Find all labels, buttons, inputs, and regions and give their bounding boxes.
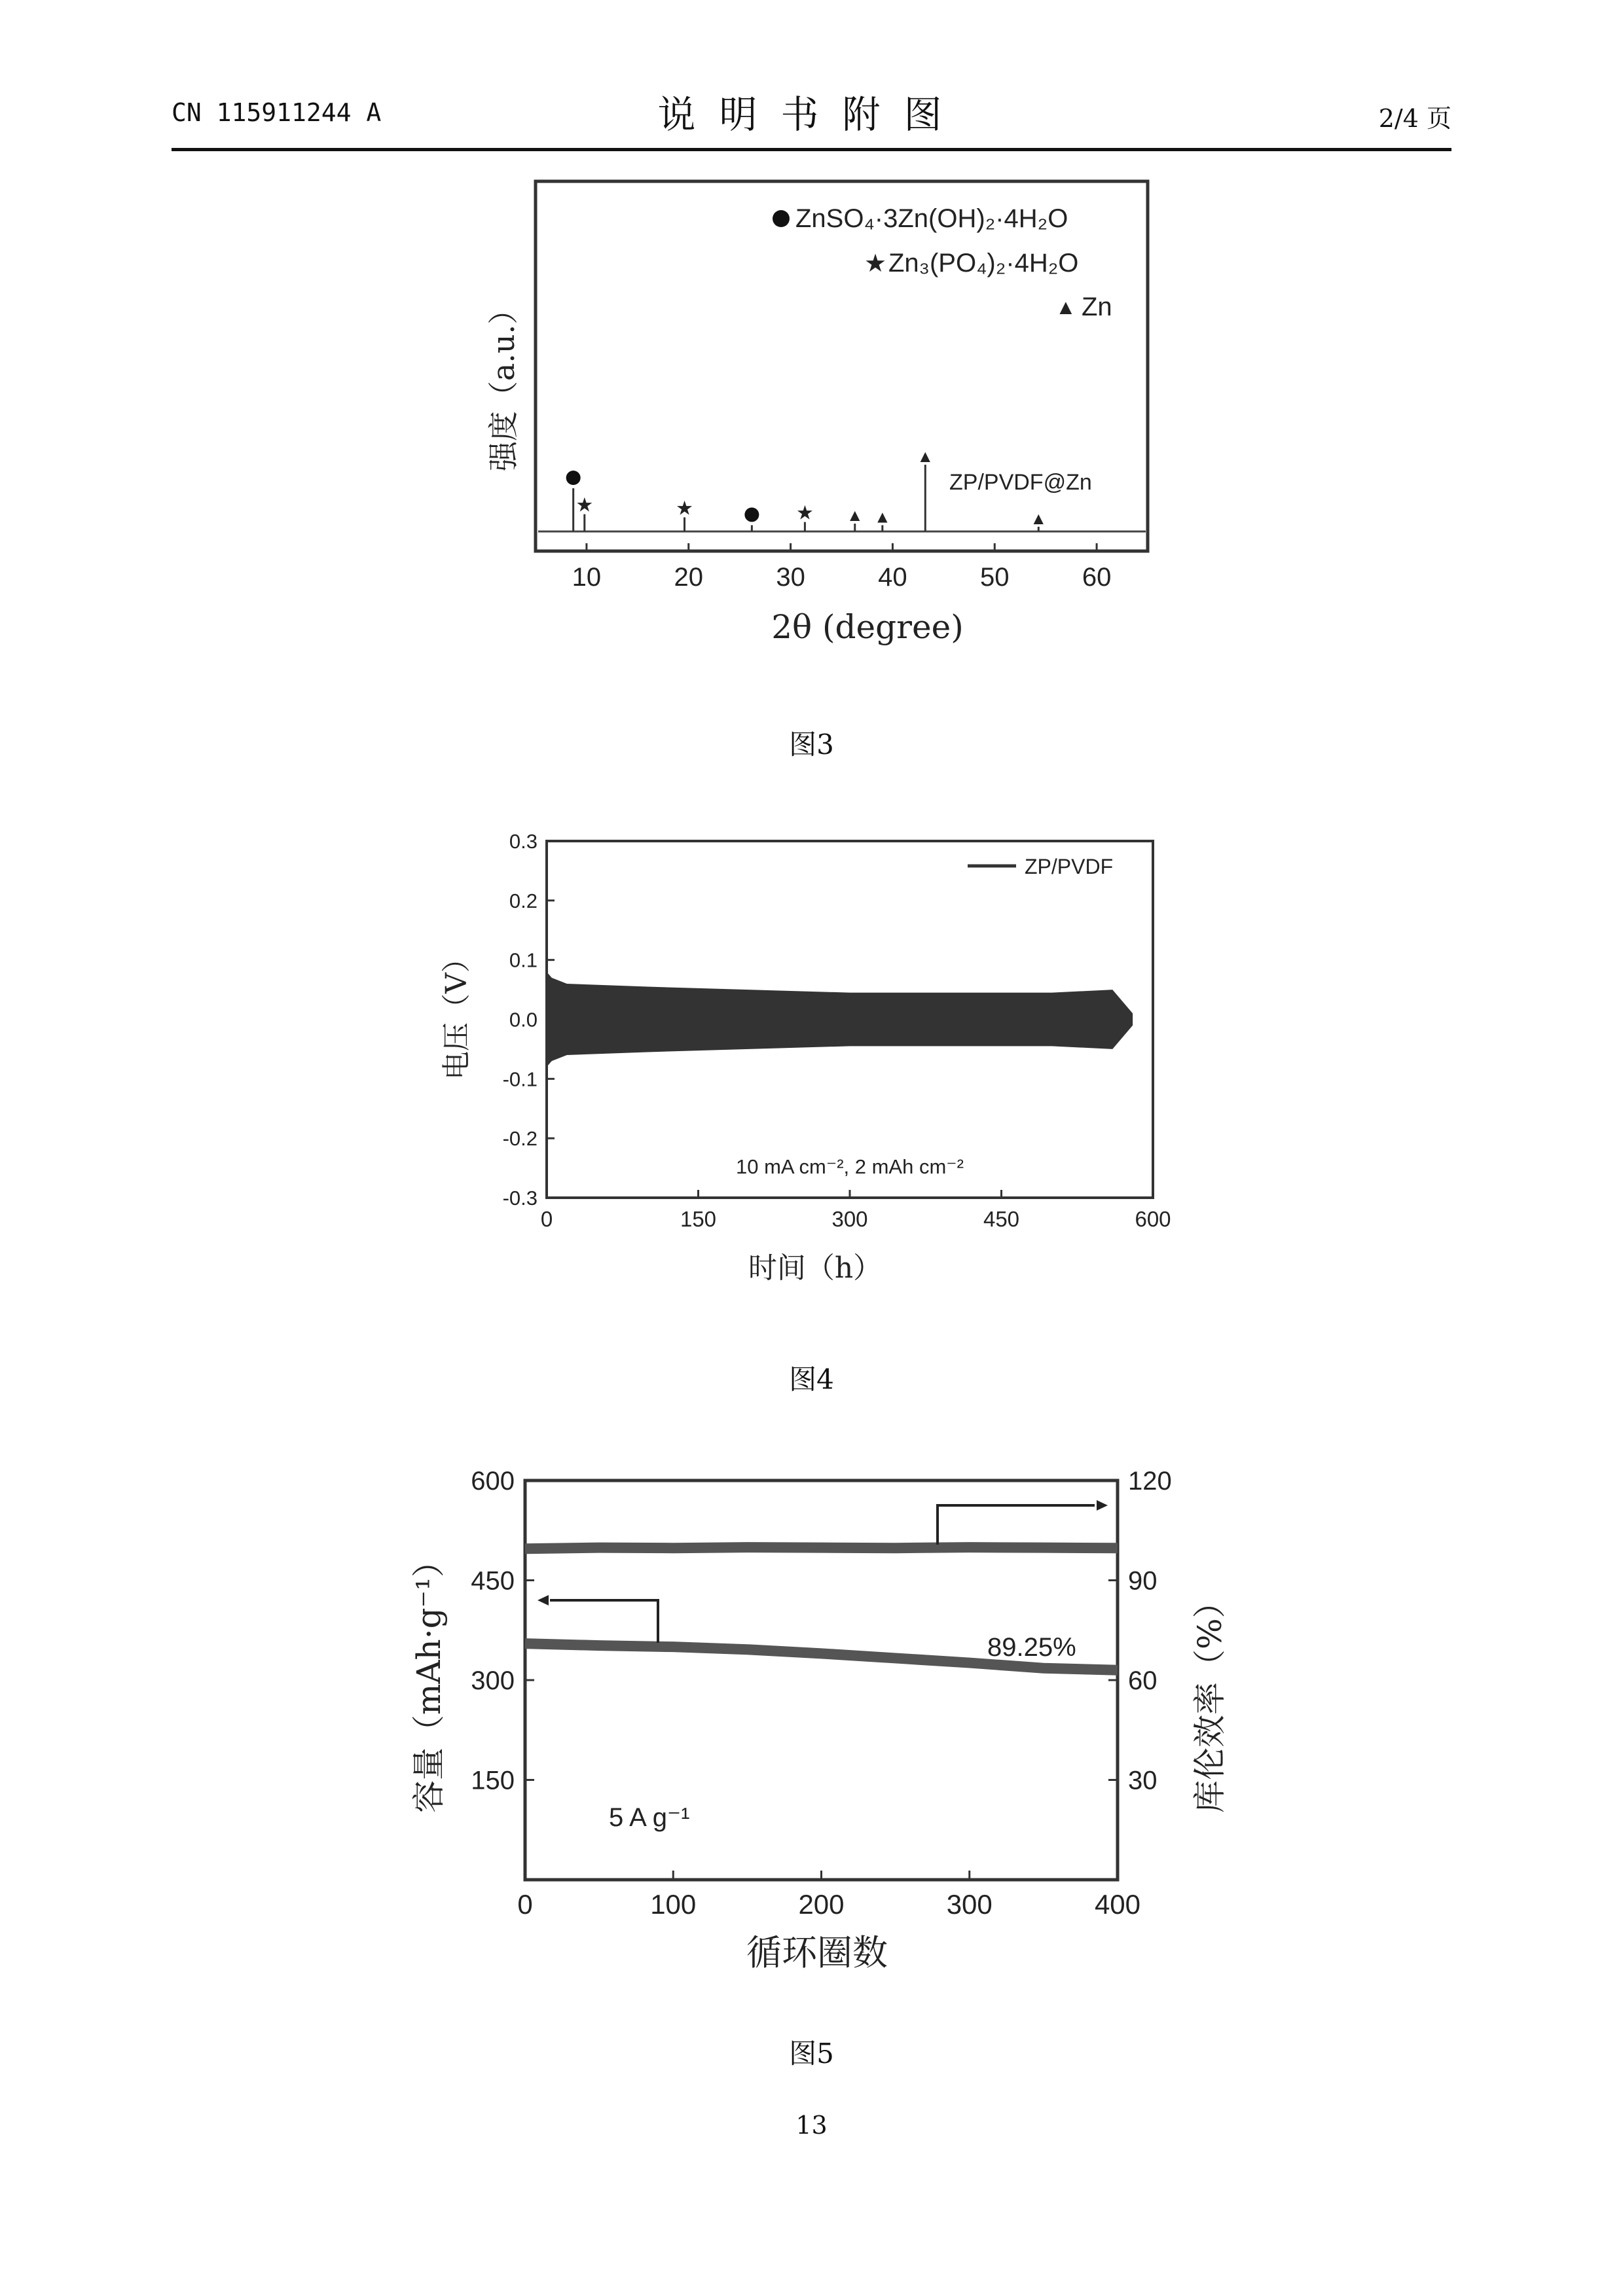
section-title: 说明书附图 <box>657 92 966 137</box>
figure-caption: 图4 <box>789 1363 834 1395</box>
fig3-peak-circle-marker <box>566 471 581 485</box>
fig3-x-axis-label: 2θ (degree) <box>771 608 964 646</box>
fig5-y-tick-label: 450 <box>471 1566 515 1596</box>
fig5-x-tick-label: 400 <box>1094 1889 1141 1920</box>
fig4-x-axis <box>541 1190 1171 1231</box>
fig4-x-tick-label: 450 <box>983 1207 1020 1231</box>
fig4-x-tick-label: 600 <box>1135 1207 1171 1231</box>
arrow-right-icon <box>938 1505 1095 1545</box>
arrowhead-right-icon <box>1097 1500 1108 1511</box>
page-number: 13 <box>795 2111 828 2140</box>
fig4-x-tick-label: 0 <box>540 1207 553 1231</box>
fig5-y-axis-label: 容量（mAh·g⁻¹） <box>410 1544 448 1813</box>
fig3-legend-label: Zn <box>1082 293 1112 321</box>
fig5-y2-tick-label: 30 <box>1128 1766 1158 1795</box>
patent-number: CN 115911244 A <box>172 98 382 127</box>
fig4-voltage-band <box>547 972 1133 1067</box>
fig3-peak-star-marker: ★ <box>575 494 594 516</box>
fig3-y-axis-label: 强度（a.u.） <box>486 294 521 471</box>
fig3-x-tick-label: 60 <box>1082 563 1112 592</box>
fig4-legend-label: ZP/PVDF <box>1025 855 1114 878</box>
fig5-y-tick-label: 300 <box>471 1666 515 1695</box>
fig5-axis-arrows <box>538 1500 1108 1643</box>
fig3-x-tick-label: 10 <box>572 563 602 592</box>
fig3-peak-triangle-marker: ▲ <box>846 505 864 525</box>
fig3-legend-label: ZnSO₄·3Zn(OH)₂·4H₂O <box>795 204 1068 233</box>
fig3-peak-star-marker: ★ <box>795 502 814 524</box>
fig4-x-axis-label: 时间（h） <box>748 1251 883 1285</box>
fig5-y-tick-label: 150 <box>471 1766 515 1795</box>
fig4-annotation: 10 mA cm⁻², 2 mAh cm⁻² <box>736 1155 964 1178</box>
figure-5 <box>410 1467 1229 1973</box>
fig4-y-tick-label: 0.3 <box>509 830 538 853</box>
fig3-peak-circle-marker <box>744 507 759 522</box>
fig5-x-axis-label: 循环圈数 <box>746 1932 888 1973</box>
fig3-x-tick-label: 30 <box>776 563 805 592</box>
fig3-plot-frame <box>536 181 1148 551</box>
fig3-trace-label: ZP/PVDF@Zn <box>949 470 1092 495</box>
fig3-x-tick-label: 50 <box>980 563 1010 592</box>
fig5-y2-tick-label: 120 <box>1128 1467 1172 1496</box>
fig5-retention-label: 89.25% <box>987 1633 1076 1662</box>
fig5-x-tick-label: 100 <box>650 1889 697 1920</box>
fig4-x-tick-label: 300 <box>831 1207 868 1231</box>
fig5-y-tick-label: 600 <box>471 1467 515 1496</box>
fig3-legend <box>773 204 1112 321</box>
fig4-y-axis-label: 电压（V） <box>440 944 473 1080</box>
triangle-marker-icon: ▲ <box>1055 295 1076 319</box>
fig4-y-tick-label: 0.0 <box>509 1008 538 1031</box>
fig5-x-tick-label: 200 <box>798 1889 845 1920</box>
fig3-peak-triangle-marker: ▲ <box>873 507 891 527</box>
fig4-x-tick-label: 150 <box>680 1207 717 1231</box>
fig4-y-tick-label: 0.1 <box>509 948 538 972</box>
fig4-y-tick-label: -0.3 <box>502 1187 538 1210</box>
fig5-x-tick-label: 300 <box>946 1889 993 1920</box>
fig4-y-tick-label: 0.2 <box>509 889 538 912</box>
fig5-x-tick-label: 0 <box>517 1889 533 1920</box>
figure-caption: 图3 <box>789 728 834 761</box>
fig5-rate-label: 5 A g⁻¹ <box>609 1803 690 1832</box>
figure-4 <box>440 830 1171 1285</box>
fig3-peak-star-marker: ★ <box>676 497 693 520</box>
fig3-peak-triangle-marker: ▲ <box>917 446 934 466</box>
figure-3 <box>486 181 1148 646</box>
arrowhead-left-icon <box>538 1595 549 1605</box>
page-indicator: 2/4 页 <box>1378 104 1451 133</box>
fig4-y-tick-label: -0.1 <box>502 1067 538 1091</box>
star-marker-icon: ★ <box>864 250 887 278</box>
fig5-x-axis <box>517 1871 1140 1920</box>
circle-marker-icon <box>773 210 790 227</box>
fig5-y2-tick-label: 90 <box>1128 1566 1158 1596</box>
arrow-left-icon <box>550 1600 658 1643</box>
fig4-y-tick-label: -0.2 <box>502 1127 538 1151</box>
fig5-y2-axis-label: 库伦效率（%） <box>1191 1585 1229 1813</box>
figure-caption: 图5 <box>789 2037 834 2070</box>
fig3-legend-label: Zn₃(PO₄)₂·4H₂O <box>888 249 1079 278</box>
fig3-peak-triangle-marker: ▲ <box>1030 508 1048 528</box>
fig5-efficiency-series <box>525 1547 1118 1549</box>
fig3-x-tick-label: 40 <box>878 563 907 592</box>
fig5-y2-tick-label: 60 <box>1128 1666 1158 1695</box>
fig3-x-tick-label: 20 <box>674 563 703 592</box>
